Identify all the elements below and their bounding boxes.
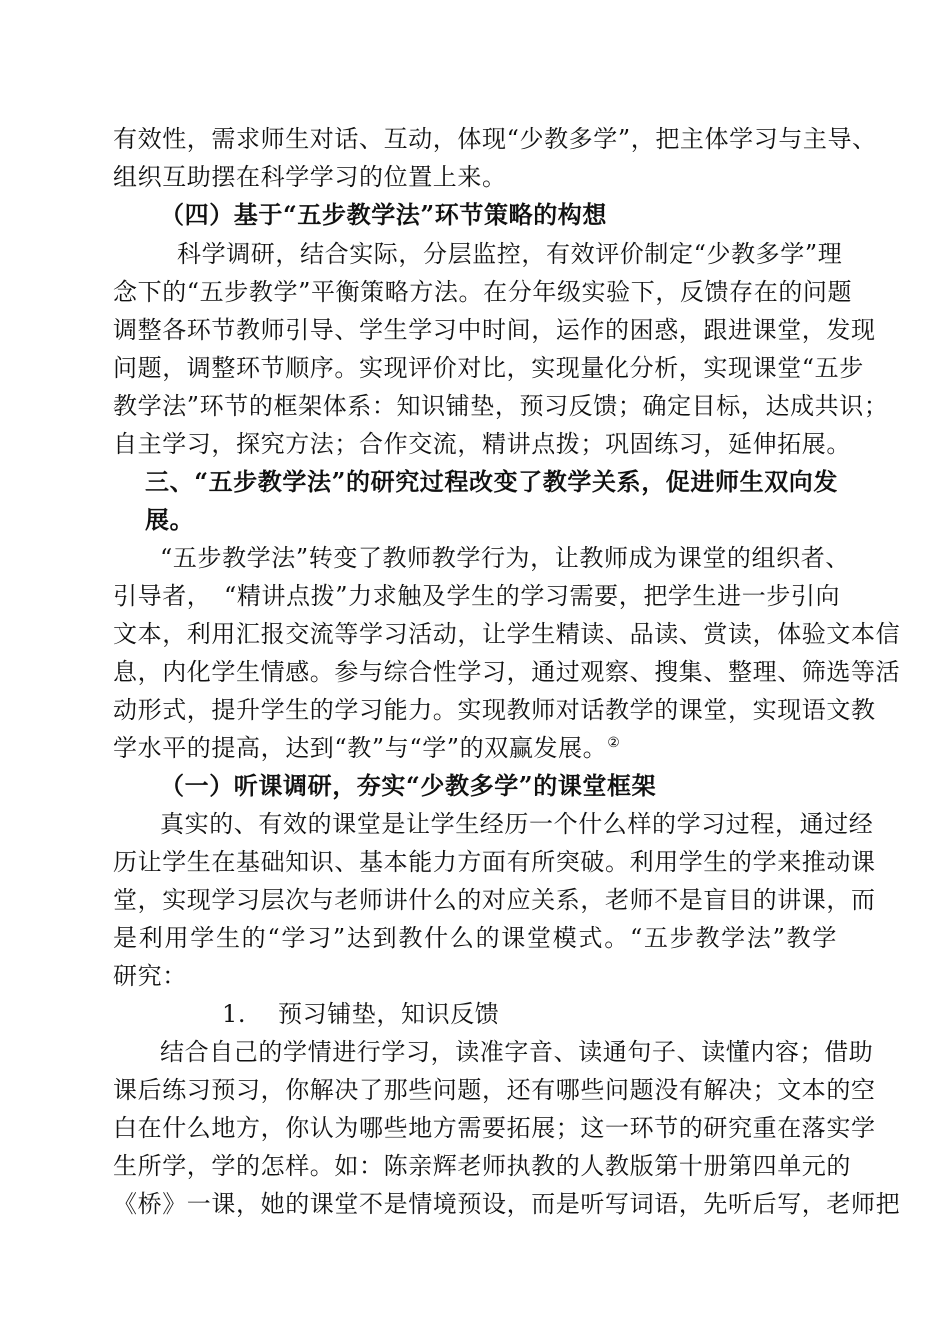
body-text-line: 课后练习预习，你解决了那些问题，还有哪些问题没有解决；文本的空 <box>113 1076 876 1104</box>
body-text-line: 念下的“五步教学”平衡策略方法。在分年级实验下，反馈存在的问题 <box>113 278 853 306</box>
subsection-heading-4: （四）基于“五步教学法”环节策略的构想 <box>160 200 608 229</box>
body-text-line: 教学法”环节的框架体系：知识铺垫，预习反馈；确定目标，达成共识； <box>113 392 889 420</box>
body-text-line: 白在什么地方，你认为哪些地方需要拓展；这一环节的研究重在落实学 <box>113 1114 876 1142</box>
body-text: 学水平的提高，达到“教”与“学”的双赢发展。 <box>113 734 608 762</box>
body-text-line: 堂，实现学习层次与老师讲什么的对应关系，老师不是盲目的讲课，而 <box>113 886 876 914</box>
body-text-line: 问题，调整环节顺序。实现评价对比，实现量化分析，实现课堂“五步 <box>113 354 864 382</box>
subsection-heading-1: （一）听课调研，夯实“少教多学”的课堂框架 <box>160 771 657 800</box>
body-text-line: 科学调研，结合实际，分层监控，有效评价制定“少教多学”理 <box>177 240 843 268</box>
body-text-line: 《桥》一课，她的课堂不是情境预设，而是听写词语，先听后写，老师把 <box>113 1190 901 1218</box>
body-text-line: 是利用学生的“学习”达到教什么的课堂模式。“五步教学法”教学 <box>113 924 837 952</box>
body-text-line: 组织互助摆在科学学习的位置上来。 <box>113 163 507 191</box>
body-text-line: “五步教学法”转变了教师教学行为，让教师成为课堂的组织者、 <box>160 544 850 572</box>
numbered-list-item <box>222 997 837 1031</box>
body-text-line: 历让学生在基础知识、基本能力方面有所突破。利用学生的学来推动课 <box>113 848 876 876</box>
body-text-line: 结合自己的学情进行学习，读准字音、读通句子、读懂内容；借助 <box>160 1038 874 1066</box>
body-text-line: 生所学，学的怎样。如：陈亲辉老师执教的人教版第十册第四单元的 <box>113 1152 851 1180</box>
section-heading-3: 三、“五步教学法”的研究过程改变了教学关系，促进师生双向发 <box>145 467 839 496</box>
body-text-line: 真实的、有效的课堂是让学生经历一个什么样的学习过程，通过经 <box>160 810 874 838</box>
body-text-line: 息，内化学生情感。参与综合性学习，通过观察、搜集、整理、筛选等活 <box>113 658 901 686</box>
body-text-line: 动形式，提升学生的学习能力。实现教师对话教学的课堂，实现语文教 <box>113 696 876 724</box>
body-text-line: 文本，利用汇报交流等学习活动，让学生精读、品读、赏读，体验文本信 <box>113 620 901 648</box>
body-text-line: 有效性，需求师生对话、互动，体现“少教多学”，把主体学习与主导、 <box>113 125 877 153</box>
section-heading-3-continued: 展。 <box>145 505 195 534</box>
body-text-line: 引导者， “精讲点拨”力求触及学生的学习需要，把学生进一步引向 <box>113 582 841 610</box>
body-text-line-with-footnote <box>113 731 837 765</box>
body-text-line: 研究： <box>113 962 187 990</box>
body-text-line: 自主学习，探究方法；合作交流，精讲点拨；巩固练习，延伸拓展。 <box>113 430 851 458</box>
footnote-mark: ② <box>607 735 621 751</box>
body-text-line: 调整各环节教师引导、学生学习中时间，运作的困惑，跟进课堂，发现 <box>113 316 876 344</box>
list-item-text: 预习铺垫，知识反馈 <box>278 1000 500 1028</box>
list-number: 1. <box>222 1000 247 1028</box>
